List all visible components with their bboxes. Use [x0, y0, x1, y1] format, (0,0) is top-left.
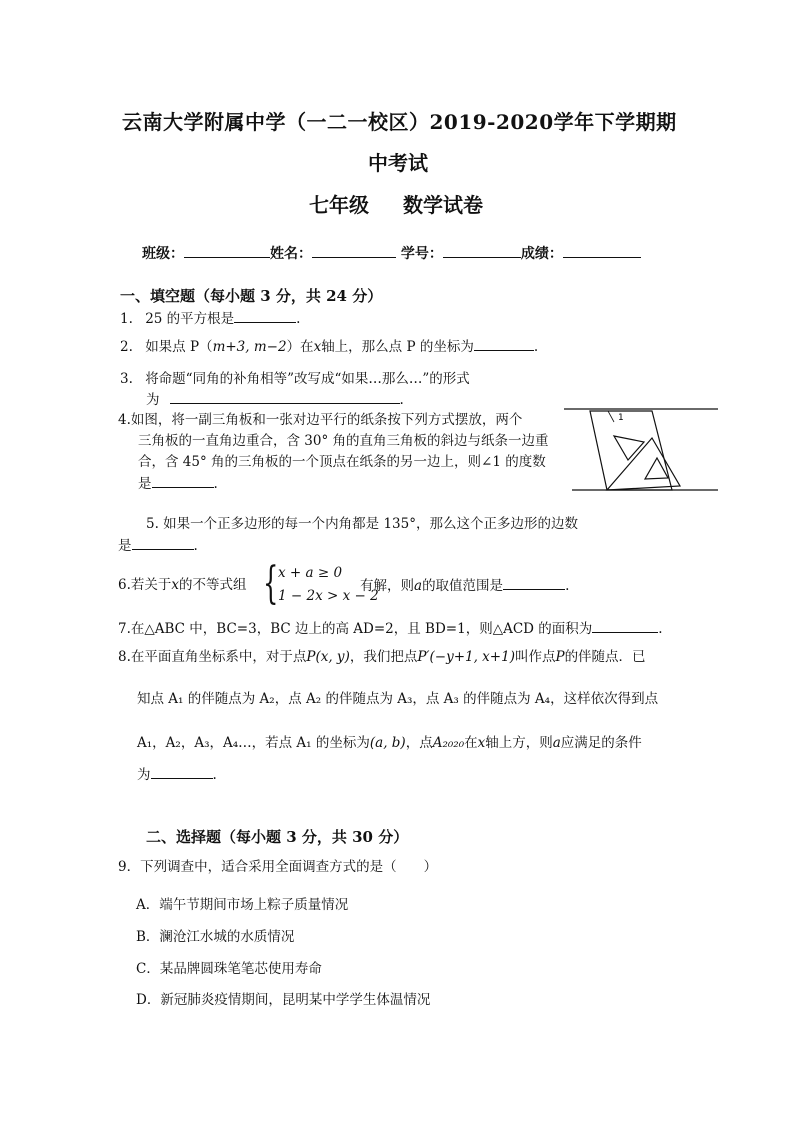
triangle-45-outer — [607, 438, 680, 490]
q4-line4-row — [138, 473, 218, 494]
score-field[interactable] — [563, 243, 641, 258]
q8-point-p-prime: P′(−y+1, x+1) — [417, 649, 515, 665]
q8-var-x: x — [477, 735, 486, 751]
q2-text-c: 轴上，那么点 P 的坐标为 — [321, 339, 474, 355]
q8-line1-b: ，我们把点 — [349, 649, 418, 665]
q8-line1-d: 的伴随点．已 — [564, 649, 646, 665]
q9-option-d[interactable]: D．新冠肺炎疫情期间，昆明某中学学生体温情况 — [136, 992, 431, 1008]
q8-line1-c: 叫作点 — [514, 649, 556, 665]
q4-line4: 是 — [138, 476, 152, 492]
q2-number: 2. — [120, 339, 133, 355]
q6-text-c: 有解，则 — [360, 578, 414, 594]
q2-math: m+3, m−2 — [212, 339, 287, 355]
page-title-line2: 中考试 — [368, 151, 428, 175]
q8-line3-d: 轴上方，则 — [485, 735, 553, 751]
q2-text-a: 如果点 P（ — [145, 339, 213, 355]
q4-number: 4. — [118, 412, 131, 428]
q8-line3-a: A₁，A₂，A₃，A₄…，若点 A₁ 的坐标为 — [137, 735, 370, 751]
question-6-tail — [360, 575, 569, 596]
q6-text-b: 的不等式组 — [179, 577, 247, 593]
q4-line1: 如图，将一副三角板和一张对边平行的纸条按下列方式摆放，两个 — [130, 412, 523, 428]
q8-point-p: P(x, y) — [306, 649, 350, 665]
question-3-line2 — [146, 389, 404, 410]
page-title-line1: 云南大学附属中学（一二一校区）2019-2020学年下学期期 — [122, 110, 677, 134]
subject-label: 数学试卷 — [403, 193, 483, 217]
q6-var-a: a — [414, 578, 423, 594]
name-label: 姓名： — [270, 246, 312, 262]
q9-option-a[interactable]: A．端午节期间市场上粽子质量情况 — [136, 897, 349, 913]
q9-stem: 9．下列调查中，适合采用全面调查方式的是（ ） — [118, 859, 438, 875]
question-8-line1 — [118, 647, 646, 667]
q8-line3-b: ，点 — [405, 735, 433, 751]
q2-answer-blank[interactable] — [474, 336, 534, 351]
q6-text-d: 的取值范围是 — [422, 578, 504, 594]
q8-line4: 为 — [137, 767, 151, 783]
question-8-line4 — [137, 764, 217, 785]
student-id-field[interactable] — [443, 243, 521, 258]
q6-end: . — [565, 578, 570, 594]
question-8-line3 — [137, 733, 642, 753]
q5-line2: 是 — [118, 538, 132, 554]
q8-line2: 知点 A₁ 的伴随点为 A₂，点 A₂ 的伴随点为 A₃，点 A₃ 的伴随点为 A₄，这样依次得到点 — [137, 691, 659, 707]
q3-line2: 为 — [146, 392, 160, 408]
q8-point-a2020: A₂₀₂₀ — [432, 735, 465, 751]
q8-line3-c: 在 — [464, 735, 478, 751]
q6-inequality-1: x + a ≥ 0 — [278, 565, 343, 581]
q3-answer-blank[interactable] — [170, 389, 400, 404]
q2-var: x — [313, 339, 322, 355]
q1-number: 1. — [120, 311, 133, 327]
angle-mark — [608, 411, 614, 422]
q1-end: . — [296, 311, 301, 327]
q9-option-c[interactable]: C．某品牌圆珠笔笔芯使用寿命 — [136, 961, 322, 977]
class-field[interactable] — [184, 243, 270, 258]
triangle-strip-figure — [562, 400, 722, 498]
q8-var-a: a — [552, 735, 561, 751]
q7-text: 7.在△ABC 中，BC=3，BC 边上的高 AD=2，且 BD=1，则△ACD 的面积为 — [118, 621, 593, 637]
q8-line1-a: 8.在平面直角坐标系中，对于点 — [118, 649, 307, 665]
q8-point-p3: P — [555, 649, 565, 665]
question-4 — [118, 410, 522, 430]
q3-line1: 将命题“同角的补角相等”改写成“如果…那么…”的形式 — [145, 371, 470, 387]
q8-line3-e: 应满足的条件 — [560, 735, 642, 751]
score-label: 成绩： — [520, 246, 563, 262]
triangle-30-inner — [614, 436, 644, 460]
q8-end: . — [212, 767, 217, 783]
q4-line3: 合，含 45° 角的三角板的一个顶点在纸条的另一边上，则∠1 的度数 — [138, 454, 546, 470]
q5-answer-blank[interactable] — [132, 535, 194, 550]
q4-answer-blank[interactable] — [152, 473, 214, 488]
question-3 — [120, 369, 470, 389]
id-label: 学号： — [400, 246, 443, 262]
q4-line2: 三角板的一直角边重合，含 30° 角的直角三角板的斜边与纸条一边重 — [138, 433, 549, 449]
q1-answer-blank[interactable] — [234, 308, 296, 323]
q3-end: . — [399, 392, 404, 408]
q5-line1: 5. 如果一个正多边形的每一个内角都是 135°，那么这个正多边形的边数 — [146, 516, 578, 532]
q8-answer-blank[interactable] — [151, 764, 213, 779]
q8-coord: (a, b) — [369, 735, 406, 751]
q6-var-x: x — [171, 577, 180, 593]
q2-text-b: ）在 — [286, 339, 314, 355]
q7-answer-blank[interactable] — [592, 618, 658, 633]
question-2 — [120, 336, 538, 357]
angle-1-label: 1 — [618, 413, 624, 423]
section1-heading: 一、填空题（每小题 3 分，共 24 分） — [120, 287, 383, 305]
name-field[interactable] — [312, 243, 396, 258]
question-7 — [118, 618, 663, 639]
question-6 — [118, 575, 247, 595]
student-info-row — [142, 243, 641, 263]
question-1 — [120, 308, 300, 329]
question-5-line2 — [118, 535, 198, 556]
q7-end: . — [658, 621, 663, 637]
q1-text: 25 的平方根是 — [145, 311, 235, 327]
q9-option-b[interactable]: B．澜沧江水城的水质情况 — [136, 929, 295, 945]
system-brace: { — [263, 558, 279, 609]
q6-text-a: 若关于 — [130, 577, 172, 593]
section2-heading: 二、选择题（每小题 3 分，共 30 分） — [146, 828, 409, 846]
q6-inequality-2: 1 − 2x > x − 2 — [278, 588, 379, 604]
q2-end: . — [533, 339, 539, 355]
q4-end: . — [213, 476, 218, 492]
class-label: 班级： — [142, 246, 184, 262]
q6-answer-blank[interactable] — [503, 575, 565, 590]
q5-end: . — [193, 538, 198, 554]
q3-number: 3. — [120, 371, 133, 387]
grade-label: 七年级 — [309, 193, 369, 217]
q6-number: 6. — [118, 577, 131, 593]
